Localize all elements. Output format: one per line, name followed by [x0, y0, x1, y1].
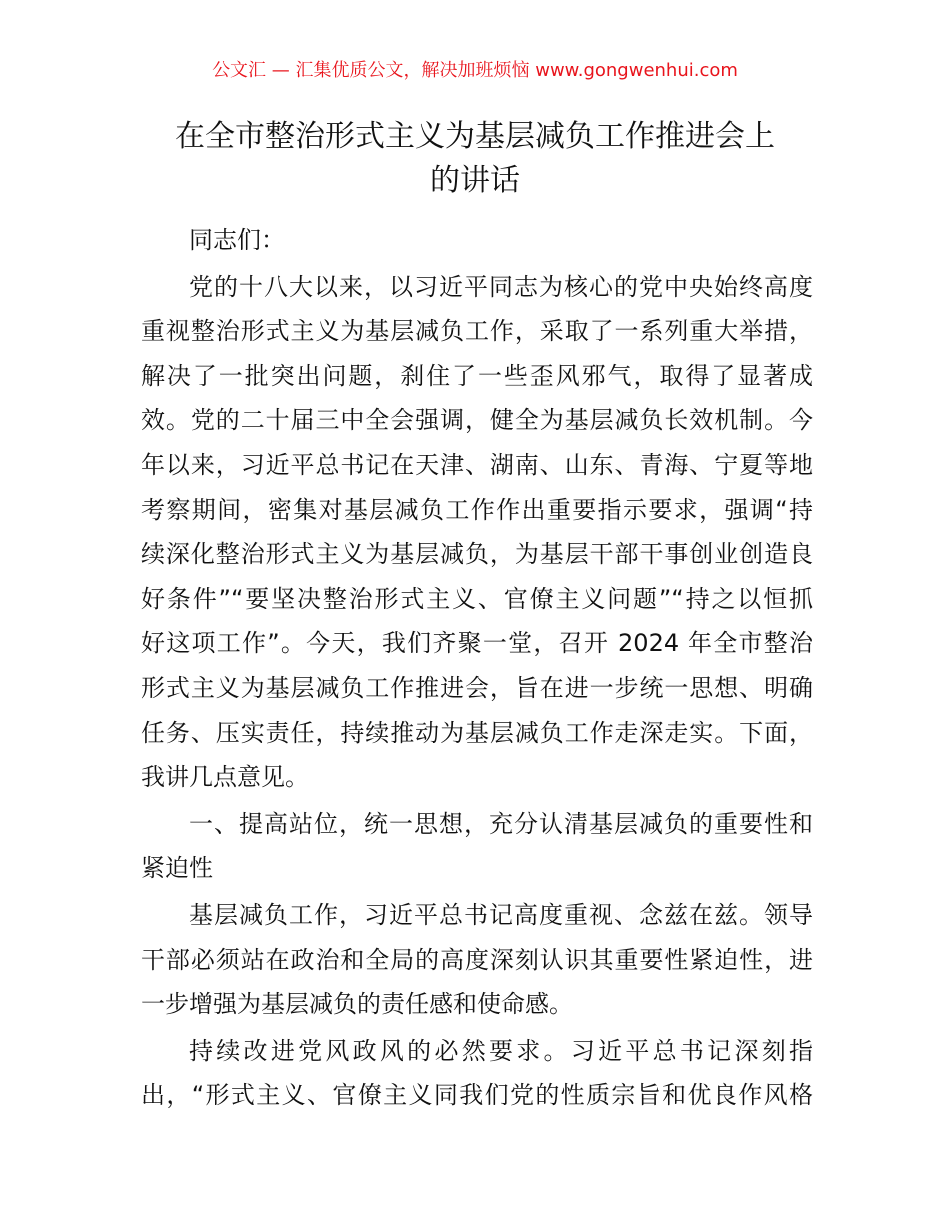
text-line: 效。党的二十届三中全会强调，健全为基层减负长效机制。今: [141, 406, 813, 435]
title-line: 在全市整治形式主义为基层减负工作推进会上: [175, 119, 775, 154]
paragraph: [141, 265, 813, 800]
text-line: 解决了一批突出问题，刹住了一些歪风邪气，取得了显著成: [141, 361, 813, 390]
text-line: 我讲几点意见。: [141, 763, 309, 792]
paragraph: [141, 893, 813, 1027]
text-line: 一步增强为基层减负的责任感和使命感。: [141, 990, 573, 1019]
text-line: 同志们：: [189, 226, 285, 254]
section-heading: [141, 802, 813, 891]
text-line: 重视整治形式主义为基层减负工作，采取了一系列重大举措，: [141, 317, 813, 346]
text-line: 任务、压实责任，持续推动为基层减负工作走深走实。下面，: [141, 718, 813, 747]
document-title: [100, 115, 850, 203]
text-line: 持续改进党风政风的必然要求。习近平总书记深刻指: [189, 1036, 813, 1065]
text-line: 考察期间，密集对基层减负工作作出重要指示要求，强调“持: [141, 495, 813, 524]
text-line: 一、提高站位，统一思想，充分认清基层减负的重要性和: [189, 809, 813, 838]
title-line: 的讲话: [430, 163, 520, 198]
salutation: [141, 218, 813, 263]
text-line: 出，“形式主义、官僚主义同我们党的性质宗旨和优良作风格: [141, 1081, 813, 1110]
text-line: 基层减负工作，习近平总书记高度重视、念兹在兹。领导: [189, 900, 813, 929]
document-body: [141, 218, 813, 1120]
text-line: 好这项工作”。今天，我们齐聚一堂，召开 2024 年全市整治: [141, 629, 813, 658]
text-line: 好条件”“要坚决整治形式主义、官僚主义问题”“持之以恒抓: [141, 584, 813, 613]
text-line: 形式主义为基层减负工作推进会，旨在进一步统一思想、明确: [141, 673, 813, 702]
text-line: 续深化整治形式主义为基层减负，为基层干部干事创业创造良: [141, 540, 813, 569]
watermark-banner[interactable]: 公文汇 — 汇集优质公文，解决加班烦恼 www.gongwenhui.com: [212, 60, 738, 81]
text-line: 党的十八大以来，以习近平同志为核心的党中央始终高度: [189, 272, 813, 301]
text-line: 干部必须站在政治和全局的高度深刻认识其重要性紧迫性，进: [141, 945, 813, 974]
text-line: 年以来，习近平总书记在天津、湖南、山东、青海、宁夏等地: [141, 450, 813, 479]
text-line: 紧迫性: [141, 854, 213, 883]
paragraph: [141, 1029, 813, 1118]
